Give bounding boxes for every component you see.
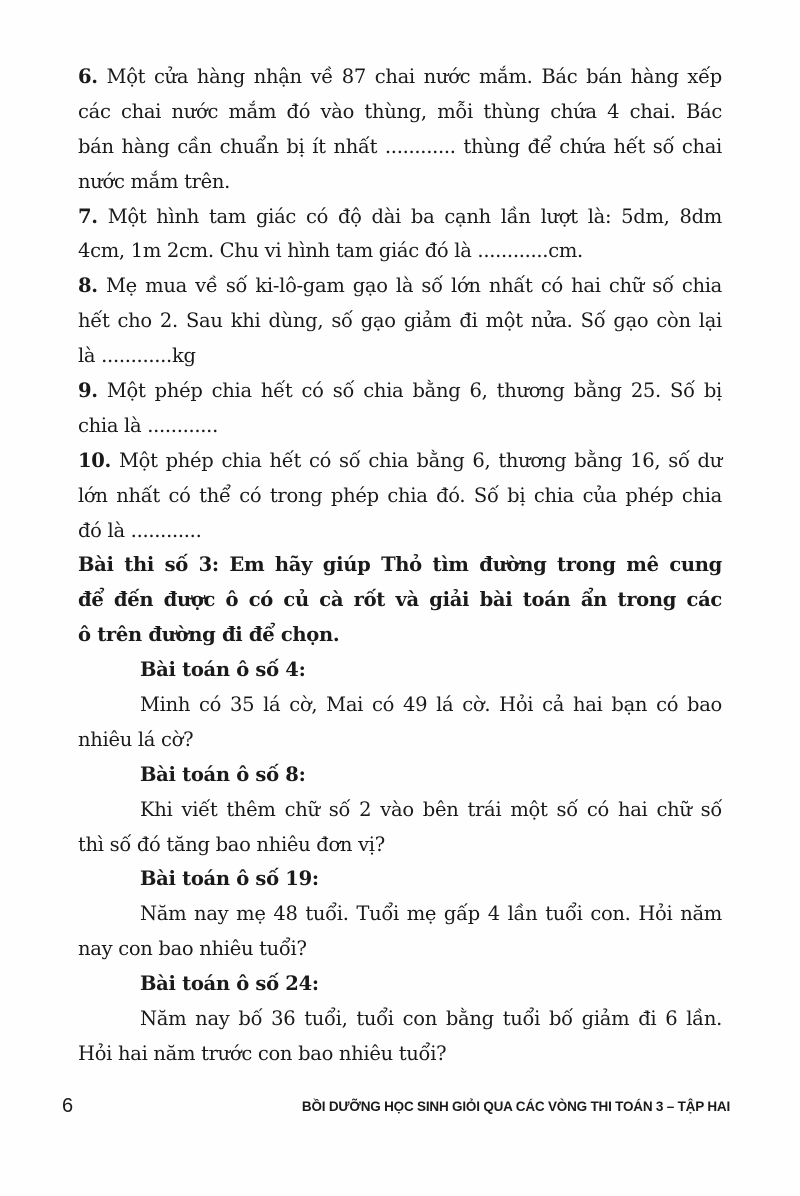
question-number: 8. <box>78 274 98 298</box>
text-line <box>78 479 722 514</box>
page-body <box>78 60 722 1072</box>
line-text: Minh có 35 lá cờ, Mai có 49 lá cờ. Hỏi cả hai bạn có bao <box>140 693 722 717</box>
text-line <box>78 897 722 932</box>
line-text: Năm nay mẹ 48 tuổi. Tuổi mẹ gấp 4 lần tuổi con. Hỏi năm <box>140 902 722 926</box>
text-line <box>78 95 722 130</box>
text-line <box>78 130 722 165</box>
heading-line <box>78 862 722 897</box>
line-text: thì số đó tăng bao nhiêu đơn vị? <box>78 832 385 856</box>
line-text: đó là ............ <box>78 518 202 542</box>
line-text: Một phép chia hết có số chia bằng 6, thương bằng 16, số dư <box>111 448 722 472</box>
running-title: BỒI DƯỠNG HỌC SINH GIỎI QUA CÁC VÒNG THI TOÁN 3 – TẬP HAI <box>301 1099 730 1114</box>
line-text: nhiêu lá cờ? <box>78 727 194 751</box>
line-text: Bài thi số 3: Em hãy giúp Thỏ tìm đường trong mê cung <box>78 553 722 577</box>
text-line <box>78 444 722 479</box>
line-text: bán hàng cần chuẩn bị ít nhất ............ thùng để chứa hết số chai <box>78 134 722 158</box>
text-line <box>78 793 722 828</box>
heading-line <box>78 758 722 793</box>
page-footer <box>62 1095 730 1119</box>
line-text: lớn nhất có thể có trong phép chia đó. Số bị chia của phép chia <box>78 483 722 507</box>
heading-line <box>78 967 722 1002</box>
line-text: ô trên đường đi để chọn. <box>78 623 340 647</box>
line-text: Khi viết thêm chữ số 2 vào bên trái một số có hai chữ số <box>140 797 722 821</box>
text-line <box>78 514 722 549</box>
text-line <box>78 339 722 374</box>
text-line <box>78 932 722 967</box>
text-line <box>78 688 722 723</box>
line-text: là ............kg <box>78 344 196 368</box>
text-line <box>78 409 722 444</box>
line-text: nay con bao nhiêu tuổi? <box>78 937 307 961</box>
heading-line <box>78 653 722 688</box>
text-line <box>78 234 722 269</box>
line-text: Bài toán ô số 4: <box>140 658 306 682</box>
text-line <box>78 200 722 235</box>
line-text: chia là ............ <box>78 413 218 437</box>
line-text: Mẹ mua về số ki-lô-gam gạo là số lớn nhất có hai chữ số chia <box>97 274 722 298</box>
text-line <box>78 269 722 304</box>
line-text: Bài toán ô số 19: <box>140 867 319 891</box>
line-text: Năm nay bố 36 tuổi, tuổi con bằng tuổi bố giảm đi 6 lần. <box>140 1007 722 1031</box>
line-text: Bài toán ô số 24: <box>140 972 319 996</box>
line-text: Hỏi hai năm trước con bao nhiêu tuổi? <box>78 1041 447 1065</box>
line-text: các chai nước mắm đó vào thùng, mỗi thùng chứa 4 chai. Bác <box>78 99 722 123</box>
text-line <box>78 723 722 758</box>
text-line <box>78 1002 722 1037</box>
text-line <box>78 165 722 200</box>
page-number: 6 <box>62 1095 74 1117</box>
heading-line <box>78 548 722 583</box>
text-line <box>78 304 722 339</box>
line-text: Một cửa hàng nhận về 87 chai nước mắm. Bác bán hàng xếp <box>97 65 722 88</box>
heading-line <box>78 583 722 618</box>
question-number: 6. <box>78 65 98 88</box>
line-text: Một hình tam giác có độ dài ba cạnh lần lượt là: 5dm, 8dm <box>97 204 722 228</box>
question-number: 7. <box>78 204 98 228</box>
text-line <box>78 374 722 409</box>
question-number: 9. <box>78 379 98 403</box>
line-text: Một phép chia hết có số chia bằng 6, thương bằng 25. Số bị <box>97 379 722 403</box>
text-line <box>78 1037 722 1072</box>
line-text: để đến được ô có củ cà rốt và giải bài toán ẩn trong các <box>78 588 722 612</box>
line-text: Bài toán ô số 8: <box>140 762 306 786</box>
text-line <box>78 828 722 863</box>
heading-line <box>78 618 722 653</box>
question-number: 10. <box>78 448 112 472</box>
text-line <box>78 60 722 95</box>
line-text: 4cm, 1m 2cm. Chu vi hình tam giác đó là ............cm. <box>78 239 583 263</box>
line-text: hết cho 2. Sau khi dùng, số gạo giảm đi một nửa. Số gạo còn lại <box>78 309 722 333</box>
line-text: nước mắm trên. <box>78 169 231 193</box>
